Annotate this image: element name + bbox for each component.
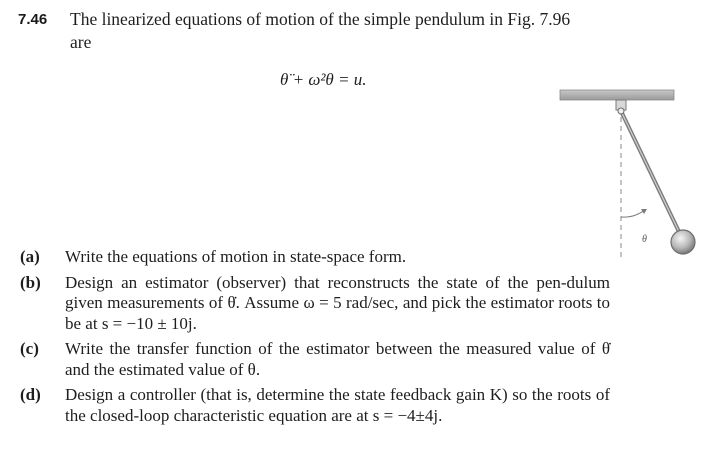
part-d-label: (d): [20, 385, 41, 404]
part-c-text: Write the transfer function of the estimator between the measured value of θ̇ and the estimated value of θ.: [65, 339, 610, 379]
problem-intro-line-2: are: [70, 32, 92, 52]
part-b-text: Design an estimator (observer) that reconstructs the state of the pen-dulum given measurements of θ̇. Assume ω = 5 rad/sec, and pick the estimator roots to be at s = −10 ± 10j.: [65, 272, 610, 333]
part-d-text: Design a controller (that is, determine the state feedback gain K) so the roots of the closed-loop characteristic equation are at s = −4±4j.: [65, 385, 610, 425]
angle-arc: [621, 210, 645, 217]
problem-parts: [20, 247, 610, 431]
ceiling-support: [560, 90, 674, 100]
pivot-pin: [618, 108, 624, 114]
part-c: [20, 339, 610, 380]
part-c-label: (c): [20, 339, 39, 358]
equation-of-motion: θ̈ + ω²θ = u.: [280, 70, 367, 89]
pendulum-figure: [558, 86, 698, 266]
part-a-text: Write the equations of motion in state-space form.: [65, 247, 407, 266]
problem-number: 7.46: [18, 11, 48, 28]
problem-intro: [70, 8, 670, 54]
pendulum-rod-highlight: [621, 111, 682, 238]
part-b: [20, 273, 610, 335]
part-b-label: (b): [20, 272, 41, 292]
part-d: [20, 385, 610, 426]
angle-label: θ: [642, 234, 647, 245]
pendulum-bob: [671, 230, 695, 254]
part-a: [20, 247, 610, 268]
problem-intro-line-1: The linearized equations of motion of the simple pendulum in Fig. 7.96: [70, 9, 571, 29]
part-a-label: (a): [20, 247, 40, 266]
pendulum-diagram: [558, 86, 698, 266]
